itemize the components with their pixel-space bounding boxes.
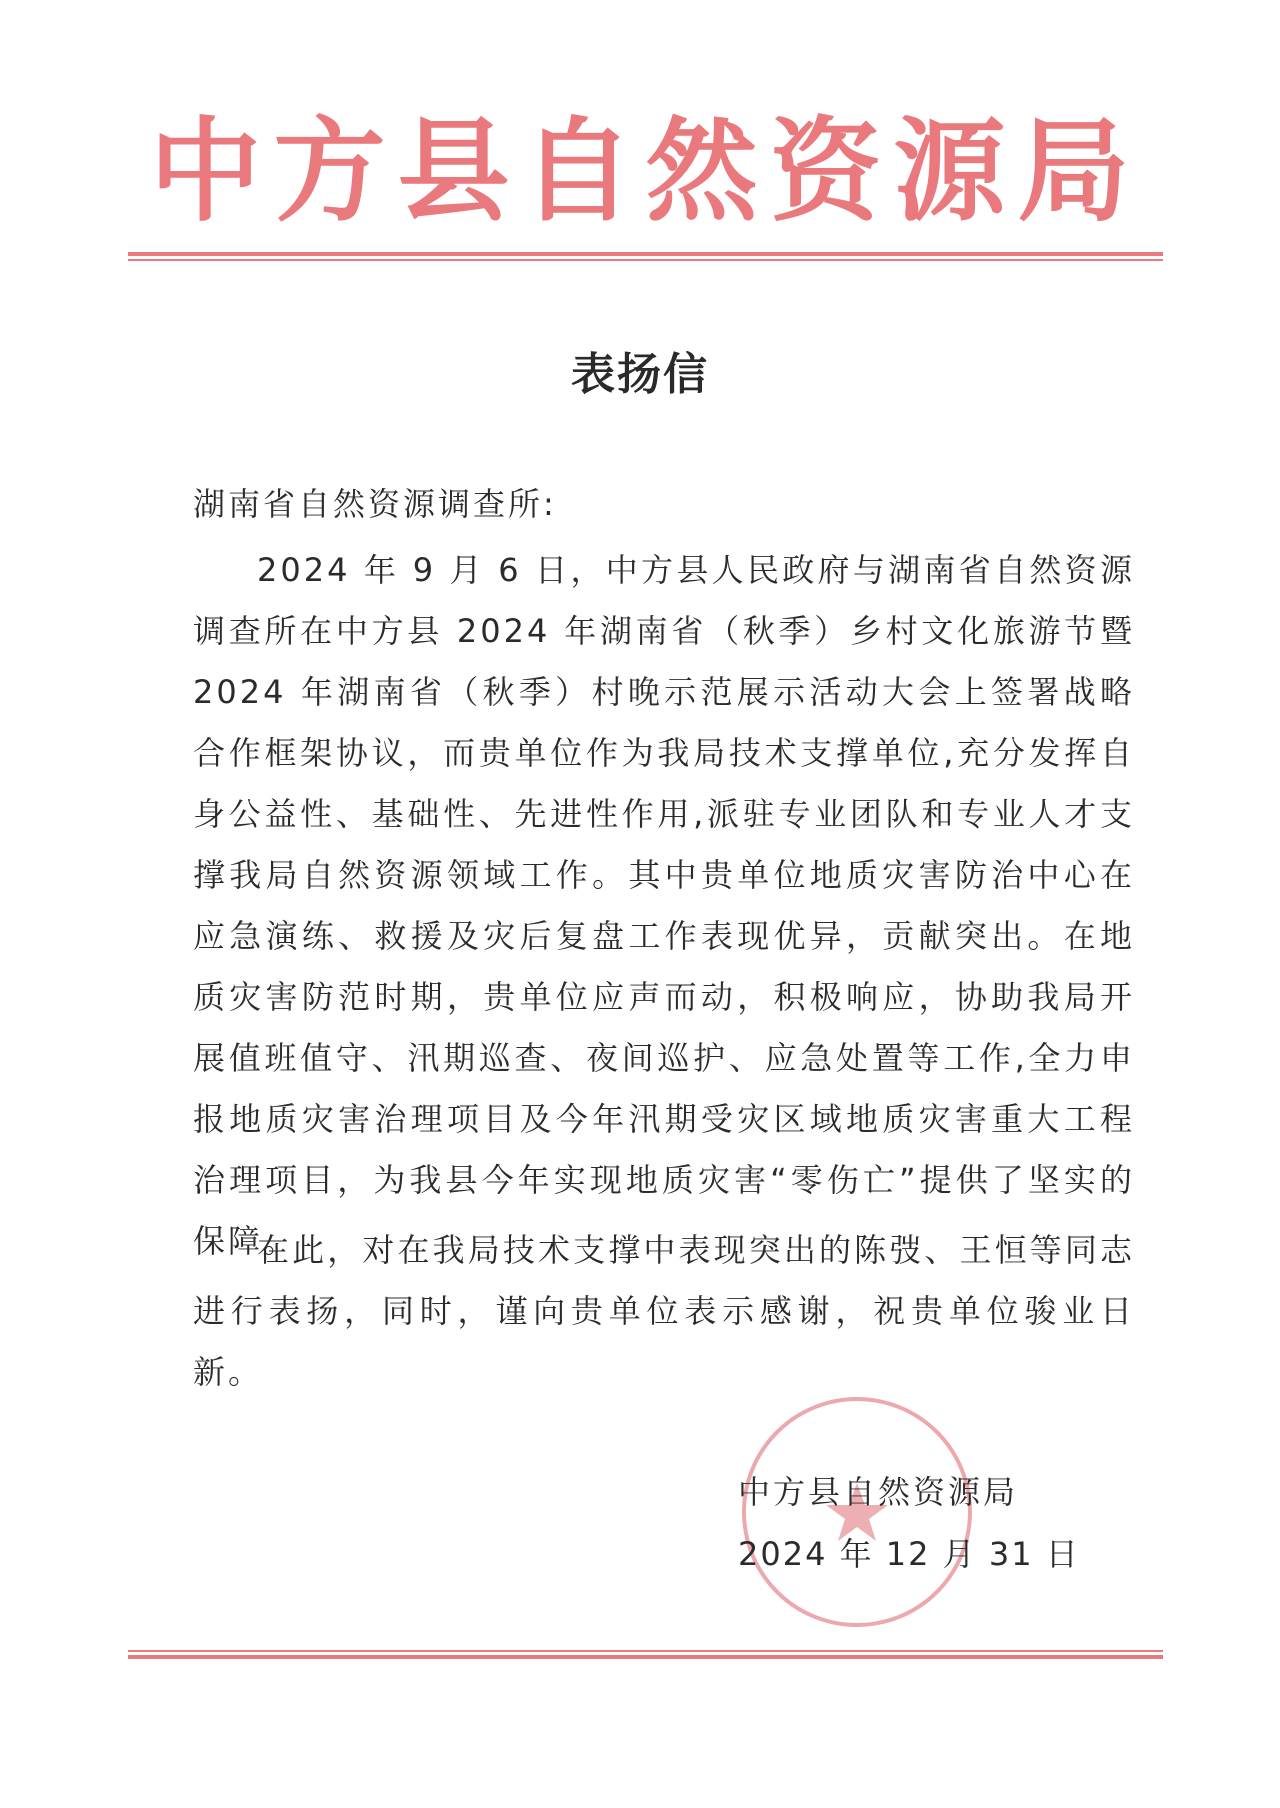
signature-date: 2024 年 12 月 31 日 [738,1535,1080,1573]
body-paragraph-1: 2024 年 9 月 6 日，中方县人民政府与湖南省自然资源调查所在中方县 2024 年湖南省（秋季）乡村文化旅游节暨 2024 年湖南省（秋季）村晚示范展示活动大会上签署战略合作框架协议，而贵单位作为我局技术支撑单位,充分发挥自身公益性、基础性、先进性作用,派驻专业团队和专业人才支撑我局自然资源领域工作。其中贵单位地质灾害防治中心在应急演练、救援及灾后复盘工作表现优异，贡献突出。在地质灾害防范时期，贵单位应声而动，积极响应，协助我局开展值班值守、汛期巡查、夜间巡护、应急处置等工作,全力申报地质灾害治理项目及今年汛期受灾区域地质灾害重大工程治理项目，为我县今年实现地质灾害“零伤亡”提供了坚实的保障。 [193,551,1135,1260]
signature-org: 中方县自然资源局 [738,1473,1019,1511]
letterhead-divider [128,252,1163,261]
letterhead-org-name: 中方县自然资源局 [149,106,1142,237]
body-paragraph-2: 在此，对在我局技术支撑中表现突出的陈弢、王恒等同志进行表扬，同时，谨向贵单位表示感谢，祝贵单位骏业日新。 [193,1231,1135,1391]
footer-divider [128,1650,1163,1659]
letter-title: 表扬信 [571,349,709,400]
salutation: 湖南省自然资源调查所: [193,485,557,523]
